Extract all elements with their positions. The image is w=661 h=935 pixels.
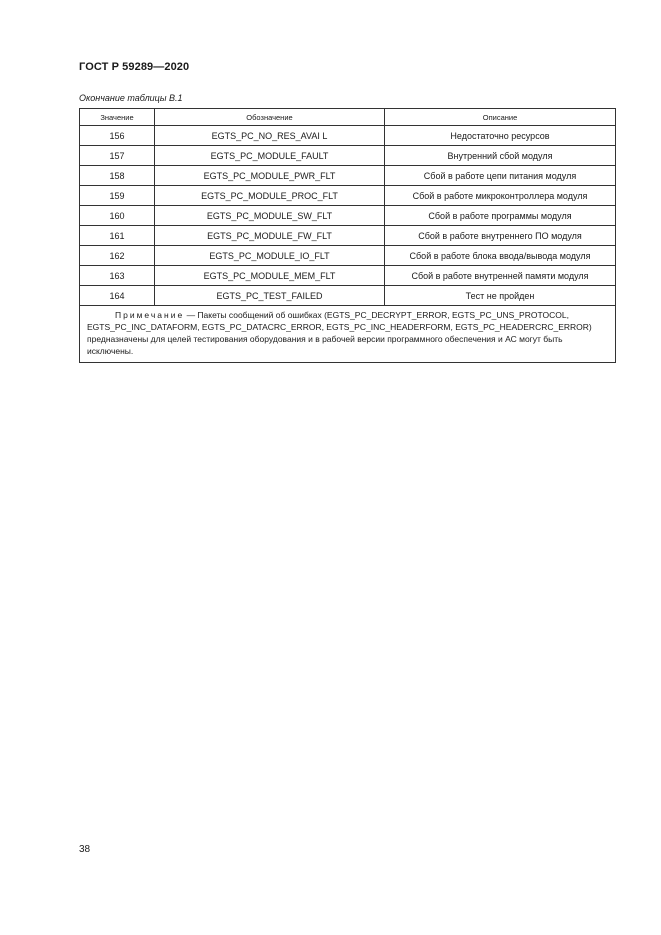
table-row xyxy=(80,246,616,266)
table-caption: Окончание таблицы В.1 xyxy=(79,93,183,103)
cell-value: 161 xyxy=(80,226,155,246)
cell-name: EGTS_PC_MODULE_MEM_FLT xyxy=(155,266,385,286)
table-row xyxy=(80,166,616,186)
cell-name: EGTS_PC_MODULE_FAULT xyxy=(155,146,385,166)
table-row xyxy=(80,286,616,306)
cell-description: Тест не пройден xyxy=(385,286,616,306)
table-note xyxy=(80,306,616,363)
cell-description: Сбой в работе блока ввода/вывода модуля xyxy=(385,246,616,266)
cell-value: 159 xyxy=(80,186,155,206)
cell-name: EGTS_PC_NO_RES_AVAI L xyxy=(155,126,385,146)
column-header-name: Обозначение xyxy=(155,109,385,126)
cell-value: 162 xyxy=(80,246,155,266)
cell-name: EGTS_PC_MODULE_PWR_FLT xyxy=(155,166,385,186)
note-text: — Пакеты сообщений об ошибках (EGTS_PC_DECRYPT_ERROR, EGTS_PC_UNS_PROTOCOL, EGTS_PC_INC_DATAFORM, EGTS_PC_DATACRC_ERROR, EGTS_PC_INC_HEADERFORM, EGTS_PC_HEADERCRC_ERROR) предназначены для целей тестирования оборудования и в рабочей версии программного обеспечения и АС могут быть исключены. xyxy=(87,310,592,356)
cell-description: Сбой в работе программы модуля xyxy=(385,206,616,226)
cell-value: 156 xyxy=(80,126,155,146)
cell-name: EGTS_PC_MODULE_PROC_FLT xyxy=(155,186,385,206)
cell-name: EGTS_PC_TEST_FAILED xyxy=(155,286,385,306)
note-label: Примечание xyxy=(115,310,185,320)
table-row xyxy=(80,126,616,146)
cell-description: Сбой в работе цепи питания модуля xyxy=(385,166,616,186)
cell-value: 163 xyxy=(80,266,155,286)
cell-description: Недостаточно ресурсов xyxy=(385,126,616,146)
cell-value: 160 xyxy=(80,206,155,226)
cell-name: EGTS_PC_MODULE_SW_FLT xyxy=(155,206,385,226)
page-number: 38 xyxy=(79,844,91,855)
cell-name: EGTS_PC_MODULE_IO_FLT xyxy=(155,246,385,266)
table-row xyxy=(80,186,616,206)
table-row xyxy=(80,266,616,286)
table-row xyxy=(80,206,616,226)
cell-value: 158 xyxy=(80,166,155,186)
document-header: ГОСТ Р 59289—2020 xyxy=(79,61,190,73)
cell-value: 164 xyxy=(80,286,155,306)
table-row xyxy=(80,146,616,166)
cell-value: 157 xyxy=(80,146,155,166)
table-note-row xyxy=(80,306,616,363)
table-header-row xyxy=(80,109,616,126)
cell-name: EGTS_PC_MODULE_FW_FLT xyxy=(155,226,385,246)
cell-description: Внутренний сбой модуля xyxy=(385,146,616,166)
cell-description: Сбой в работе микроконтроллера модуля xyxy=(385,186,616,206)
cell-description: Сбой в работе внутреннего ПО модуля xyxy=(385,226,616,246)
column-header-description: Описание xyxy=(385,109,616,126)
codes-table xyxy=(79,108,616,363)
column-header-value: Значение xyxy=(80,109,155,126)
table-row xyxy=(80,226,616,246)
cell-description: Сбой в работе внутренней памяти модуля xyxy=(385,266,616,286)
